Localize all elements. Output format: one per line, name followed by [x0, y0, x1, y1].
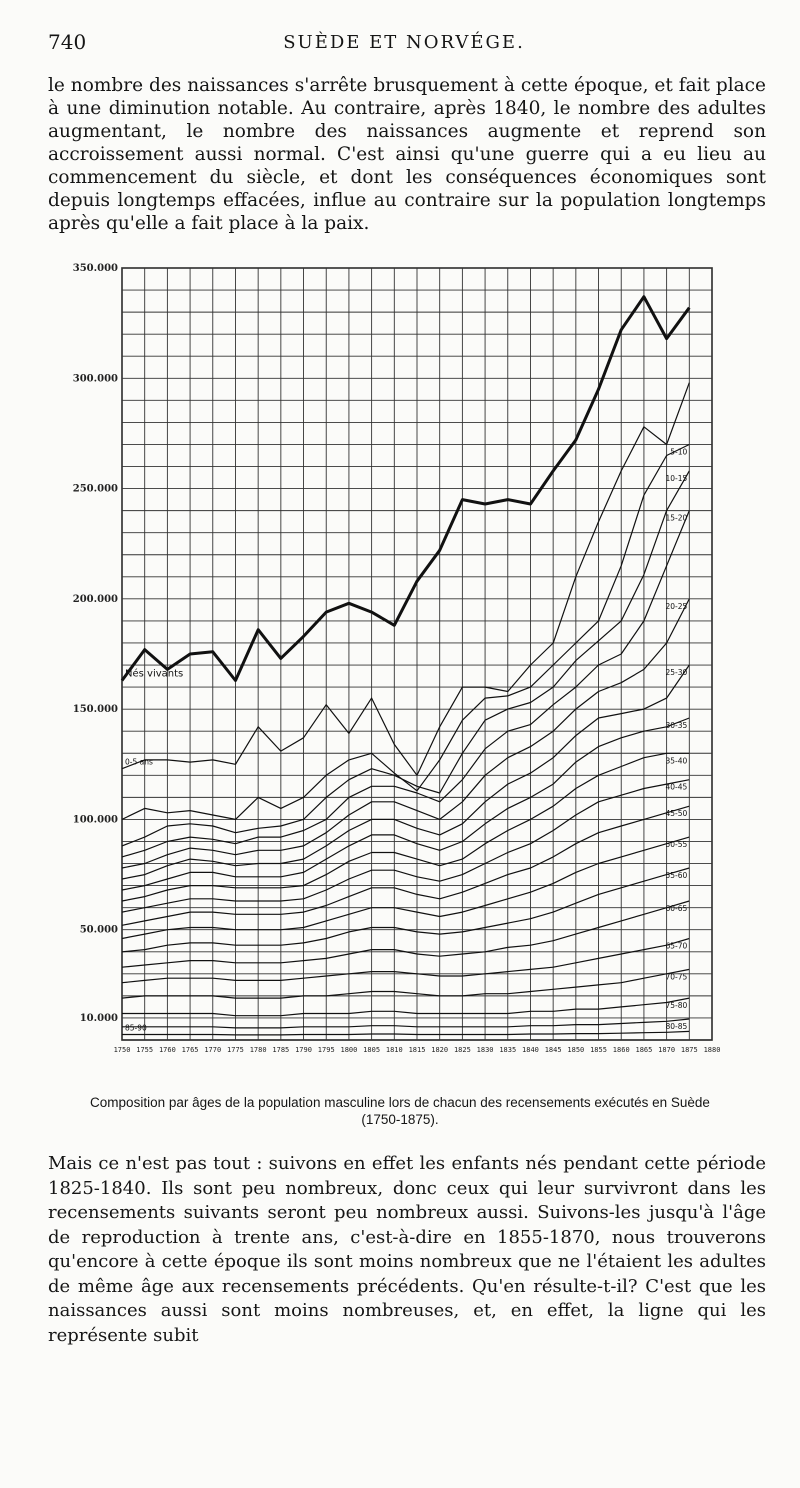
x-tick-label: 1880: [703, 1046, 721, 1054]
y-tick-label: 50.000: [79, 924, 118, 936]
series-label: 55-60: [665, 870, 688, 880]
paragraph-top: le nombre des naissances s'arrête brusquement à cette époque, et fait place à une diminution notable. Au contraire, après 1840, le nombre des adultes augmentant, le nombre des naissances augmente et reprend son accroissement aussi normal. C'est ainsi qu'une guerre qui a eu lieu au commencement du siècle, et dont les conséquences économiques sont depuis longtemps effacées, influe au contraire sur la population longtemps après qu'elle a fait place à la paix.: [48, 75, 766, 234]
y-tick-label: 350.000: [72, 263, 118, 274]
x-tick-label: 1835: [499, 1046, 517, 1054]
x-tick-label: 1770: [204, 1046, 222, 1054]
series-label: 20-25: [665, 601, 688, 611]
x-tick-label: 1845: [544, 1046, 562, 1054]
figure-caption: [30, 1094, 770, 1128]
x-tick-label: 1800: [340, 1046, 358, 1054]
population-age-chart: [0, 250, 800, 1090]
series-line: [122, 599, 689, 868]
page-number: 740: [48, 30, 87, 54]
series-label: 10-15: [665, 473, 688, 483]
x-tick-label: 1750: [113, 1046, 131, 1054]
x-tick-label: 1765: [181, 1046, 199, 1054]
series-label: 25-30: [665, 668, 688, 678]
y-tick-label: 250.000: [72, 483, 118, 495]
y-tick-label: 200.000: [72, 593, 118, 605]
series-label: Nés vivants: [125, 668, 184, 680]
series-label: 30-35: [665, 720, 688, 730]
x-tick-label: 1805: [363, 1046, 381, 1054]
y-tick-label: 150.000: [72, 704, 118, 716]
series-label: 75-80: [665, 1001, 688, 1011]
x-tick-label: 1760: [158, 1046, 176, 1054]
x-tick-label: 1780: [249, 1046, 267, 1054]
caption-line-1: Composition par âges de la population masculine lors de chacun des recensements exécutés en Suède: [90, 1095, 710, 1110]
y-tick-label: 10.000: [79, 1012, 118, 1024]
x-tick-label: 1785: [272, 1046, 290, 1054]
series-label: 45-50: [665, 809, 688, 819]
x-tick-label: 1850: [567, 1046, 585, 1054]
series-line: [122, 445, 689, 820]
series-label: 80-85: [665, 1022, 688, 1032]
page-header: [48, 30, 760, 60]
series-label: 85-90: [125, 1023, 147, 1033]
series-line: [122, 1019, 689, 1028]
series-line: [122, 511, 689, 857]
series-label: 40-45: [665, 782, 688, 792]
y-tick-label: 300.000: [72, 373, 118, 385]
series-line: [122, 837, 689, 938]
series-line: [122, 998, 689, 1016]
x-tick-label: 1840: [522, 1046, 539, 1054]
series-label: 50-55: [665, 840, 688, 850]
series-label: 60-65: [665, 904, 688, 914]
x-tick-label: 1870: [658, 1046, 676, 1054]
x-tick-label: 1795: [317, 1046, 335, 1054]
series-label: 65-70: [665, 941, 688, 951]
series-label: 70-75: [665, 972, 688, 982]
series-label: 35-40: [665, 756, 688, 766]
x-tick-label: 1755: [136, 1046, 154, 1054]
y-tick-label: 100.000: [72, 814, 118, 826]
caption-line-2: (1750-1875).: [361, 1112, 439, 1127]
x-tick-label: 1790: [295, 1046, 312, 1054]
series-label: 5-10: [670, 447, 688, 457]
x-tick-label: 1830: [476, 1046, 494, 1054]
x-tick-label: 1855: [590, 1046, 607, 1054]
series-line: [122, 718, 689, 890]
running-head: SUÈDE ET NORVÉGE.: [283, 32, 525, 53]
paragraph-bottom: Mais ce n'est pas tout : suivons en effet les enfants nés pendant cette période 1825-1840. Ils sont peu nombreux, donc ceux qui leur survivront dans les recensements suivants seront peu nombreux aussi. Suivons-les jusqu'à l'âge de reproduction à trente ans, c'est-à-dire en 1855-1870, nous trouverons qu'encore à cette époque ils sont moins nombreux que ne l'étaient les adultes de même âge aux recensements précédents. Qu'en résulte-t-il? C'est que les naissances aussi sont moins nombreuses, et, en effet, la ligne qui les représente subit: [48, 1153, 766, 1346]
series-line: [122, 1031, 689, 1035]
series-line: [122, 665, 689, 879]
x-tick-label: 1820: [431, 1046, 449, 1054]
series-label: 0-5 ans: [125, 757, 153, 767]
x-tick-label: 1825: [453, 1046, 471, 1054]
x-tick-label: 1810: [385, 1046, 403, 1054]
x-tick-label: 1865: [635, 1046, 653, 1054]
x-tick-label: 1860: [612, 1046, 630, 1054]
x-tick-label: 1775: [227, 1046, 244, 1054]
series-label: 15-20: [665, 513, 688, 523]
x-tick-label: 1815: [408, 1046, 426, 1054]
x-tick-label: 1875: [680, 1046, 698, 1054]
